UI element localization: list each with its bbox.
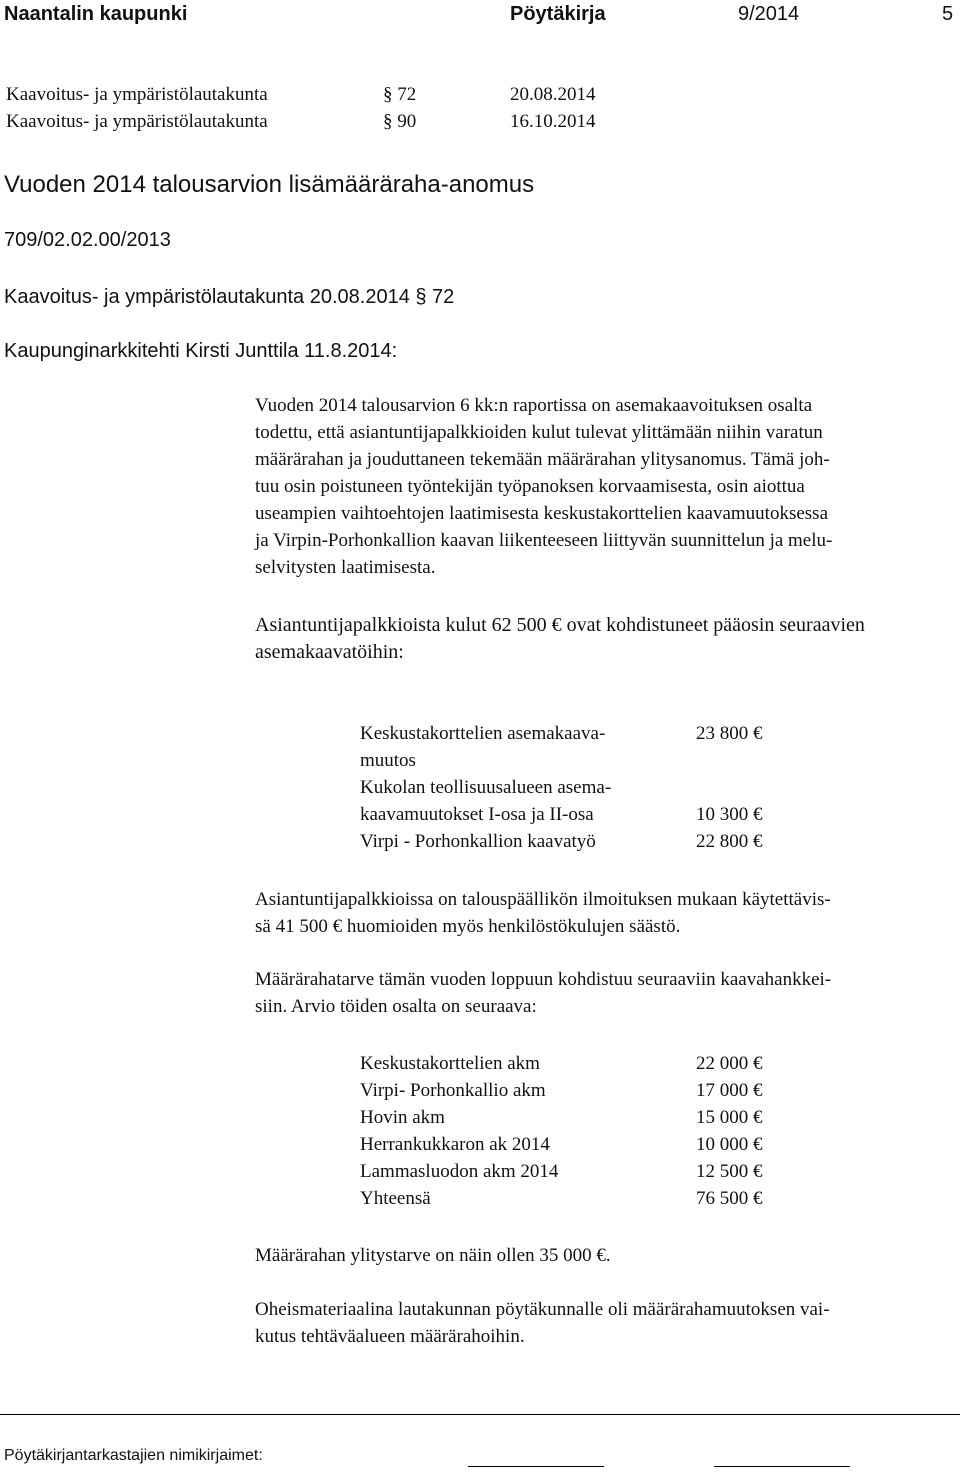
paragraph-line: siin. Arvio töiden osalta on seuraava:	[255, 996, 537, 1017]
signature-line-2	[714, 1466, 850, 1467]
page-number: 5	[942, 3, 954, 25]
paragraph-line: määrärahan ja jouduttaneen tekemään määrärahan ylitysanomus. Tämä joh-	[255, 449, 830, 470]
table-cell-label: Keskustakorttelien asemakaava-	[360, 723, 606, 744]
table-cell-label: Hovin akm	[360, 1107, 445, 1128]
paragraph-line: Asiantuntijapalkkioissa on talouspäällikön ilmoituksen mukaan käytettävis-	[255, 889, 831, 910]
preparer: Kaupunginarkkitehti Kirsti Junttila 11.8.2014:	[4, 340, 398, 362]
document-number: 9/2014	[738, 3, 800, 25]
signature-line-1	[468, 1466, 604, 1467]
signatures-label: Pöytäkirjantarkastajien nimikirjaimet:	[4, 1447, 263, 1464]
table-cell-amount: 76 500 €	[696, 1188, 763, 1209]
paragraph-line: Vuoden 2014 talousarvion 6 kk:n raportissa on asemakaavoituksen osalta	[255, 395, 813, 416]
table-cell-label: Herrankukkaron ak 2014	[360, 1134, 550, 1155]
table-cell-amount: 17 000 €	[696, 1080, 763, 1101]
reference-body-2: Kaavoitus- ja ympäristölautakunta	[6, 111, 268, 132]
paragraph-4	[255, 966, 957, 1020]
paragraph-1	[255, 392, 957, 581]
footer-divider	[0, 1414, 960, 1415]
paragraph-5: Määrärahan ylitystarve on näin ollen 35 000 €.	[255, 1245, 611, 1266]
table-cell-label: Lammasluodon akm 2014	[360, 1161, 559, 1182]
paragraph-line: todettu, että asiantuntijapalkkioiden kulut tulevat ylittämään niihin varatun	[255, 422, 823, 443]
table-cell-label: Keskustakorttelien akm	[360, 1053, 540, 1074]
paragraph-line: sä 41 500 € huomioiden myös henkilöstökulujen säästö.	[255, 916, 681, 937]
table-cell-label: kaavamuutokset I-osa ja II-osa	[360, 804, 594, 825]
table-cell-label: muutos	[360, 750, 416, 771]
previous-handling: Kaavoitus- ja ympäristölautakunta 20.08.2014 § 72	[4, 286, 455, 308]
table-cell-amount: 22 800 €	[696, 831, 763, 852]
municipality-name: Naantalin kaupunki	[4, 3, 188, 25]
reference-date-2: 16.10.2014	[510, 111, 596, 132]
paragraph-line: selvitysten laatimisesta.	[255, 557, 436, 578]
table-cell-amount: 15 000 €	[696, 1107, 763, 1128]
reference-section-2: § 90	[383, 111, 417, 132]
paragraph-2	[255, 612, 957, 666]
paragraph-line: Asiantuntijapalkkioista kulut 62 500 € ovat kohdistuneet pääosin seuraavien	[255, 614, 865, 636]
table-cell-label: Yhteensä	[360, 1188, 431, 1209]
page-title: Vuoden 2014 talousarvion lisämääräraha-anomus	[4, 171, 535, 198]
paragraph-6	[255, 1296, 957, 1350]
reference-date-1: 20.08.2014	[510, 84, 596, 105]
table-cell-label: Kukolan teollisuusalueen asema-	[360, 777, 612, 798]
table-cell-label: Virpi- Porhonkallio akm	[360, 1080, 546, 1101]
record-id: 709/02.02.00/2013	[4, 229, 171, 251]
table-cell-amount: 23 800 €	[696, 723, 763, 744]
table-cell-amount: 10 300 €	[696, 804, 763, 825]
paragraph-line: tuu osin poistuneen työntekijän työpanoksen korvaamisesta, osin aiottua	[255, 476, 805, 497]
paragraph-line: Määrärahatarve tämän vuoden loppuun kohdistuu seuraaviin kaavahankkei-	[255, 969, 832, 990]
table-cell-amount: 10 000 €	[696, 1134, 763, 1155]
document-type: Pöytäkirja	[510, 3, 606, 25]
table-cell-amount: 22 000 €	[696, 1053, 763, 1074]
paragraph-line: kutus tehtäväalueen määrärahoihin.	[255, 1326, 525, 1347]
paragraph-3	[255, 886, 957, 940]
table-cell-label: Virpi - Porhonkallion kaavatyö	[360, 831, 596, 852]
paragraph-line: useampien vaihtoehtojen laatimisesta keskustakorttelien kaavamuutoksessa	[255, 503, 829, 524]
reference-body-1: Kaavoitus- ja ympäristölautakunta	[6, 84, 268, 105]
paragraph-line: ja Virpin-Porhonkallion kaavan liikenteeseen liittyvän suunnittelun ja melu-	[255, 530, 833, 551]
paragraph-line: asemakaavatöihin:	[255, 641, 404, 663]
table-cell-amount: 12 500 €	[696, 1161, 763, 1182]
reference-section-1: § 72	[383, 84, 417, 105]
paragraph-line: Oheismateriaalina lautakunnan pöytäkunnalle oli määrärahamuutoksen vai-	[255, 1299, 830, 1320]
